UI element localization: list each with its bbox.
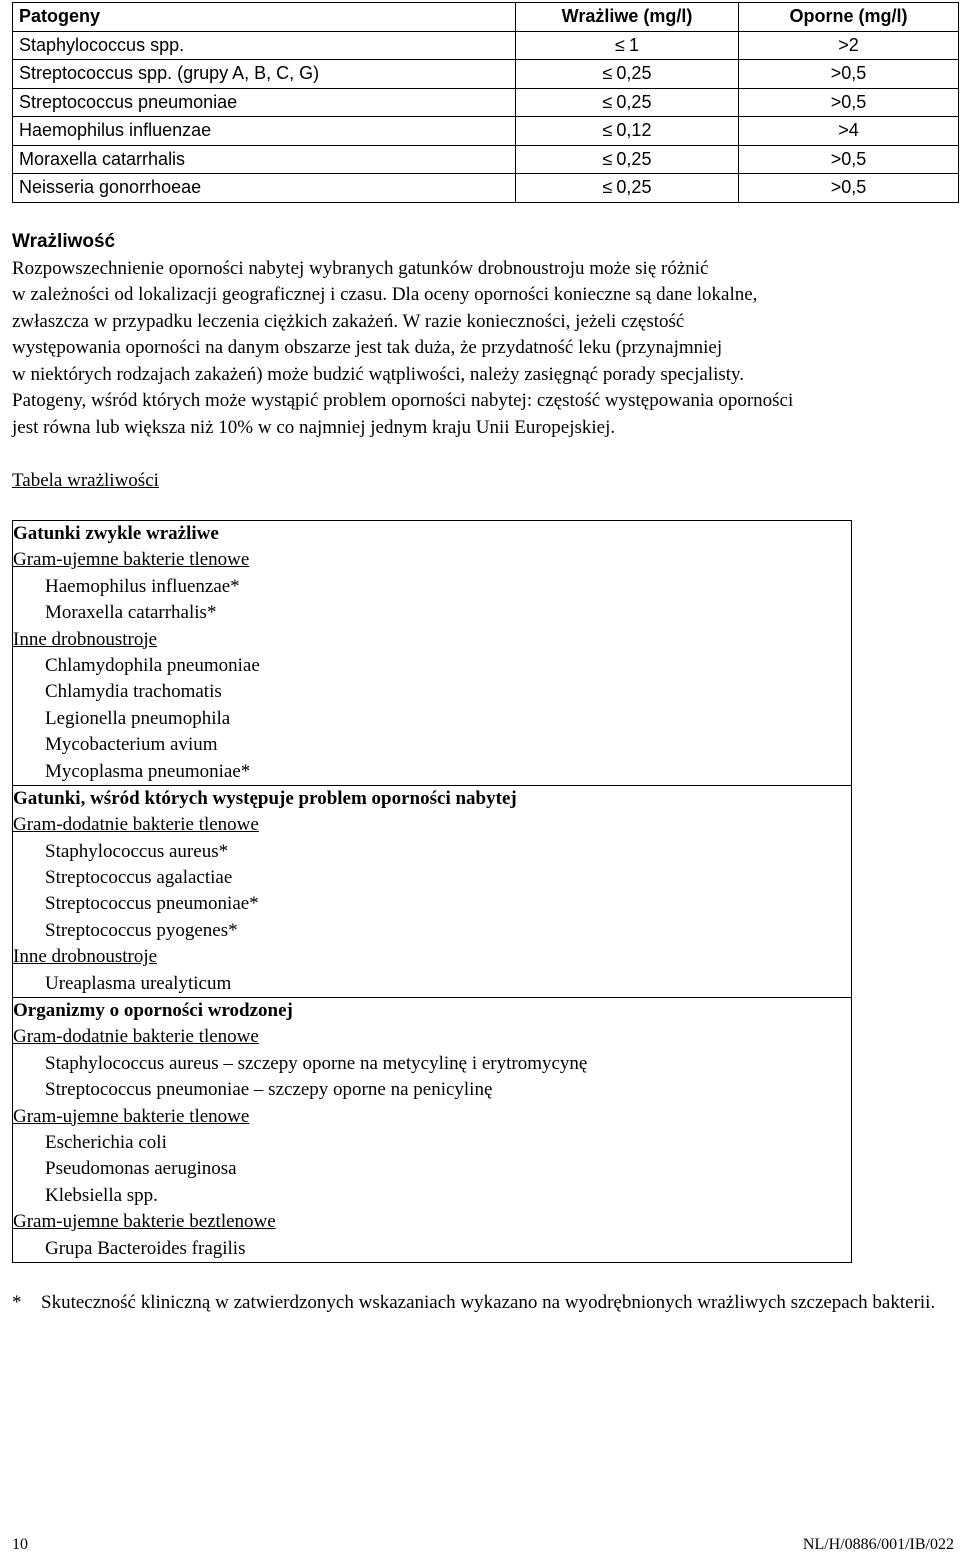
paragraph-line: w zależności od lokalizacji geograficznej i czasu. Dla oceny oporności konieczne są dane lokalne, (12, 284, 758, 305)
species-item (13, 1156, 851, 1182)
susceptible-cell (516, 117, 739, 146)
susceptible-value: 0,25 (616, 91, 652, 112)
row-text: Gram-ujemne bakterie tlenowe (13, 549, 250, 571)
group-heading (13, 1024, 851, 1050)
susceptible-value: 0,12 (616, 120, 652, 141)
footnote-marker: * (12, 1292, 22, 1313)
group-heading (13, 944, 851, 970)
row-text: Gram-ujemne bakterie tlenowe (13, 1105, 250, 1127)
species-item (13, 1051, 851, 1077)
resistant-cell: >2 (739, 31, 959, 60)
row-text: Inne drobnoustroje (13, 628, 158, 650)
group-heading (13, 627, 851, 653)
row-text: Gram-dodatnie bakterie tlenowe (13, 814, 259, 836)
species-item (13, 759, 851, 785)
row-text: Gatunki zwykle wrażliwe (13, 523, 219, 544)
resistant-cell: >0,5 (739, 174, 959, 203)
group-heading (13, 1209, 851, 1235)
susceptibility-section (12, 229, 957, 441)
pathogen-cell: Staphylococcus spp. (13, 31, 516, 60)
less-or-equal-symbol: ≤ (602, 63, 613, 84)
paragraph-line: jest równa lub większa niż 10% w co najmniej jednym kraju Unii Europejskiej. (12, 416, 616, 438)
row-text: Legionella pneumophila (45, 707, 231, 729)
document-code: NL/H/0886/001/IB/022 (802, 1536, 954, 1553)
paragraph-line: w niektórych rodzajach zakażeń) może budzić wątpliwości, należy zasięgnąć porady specjalisty. (12, 363, 745, 385)
species-item (13, 706, 851, 732)
mic-row (13, 31, 959, 60)
row-text: Inne drobnoustroje (13, 946, 158, 968)
susceptible-cell (516, 174, 739, 203)
row-text: Streptococcus pyogenes* (45, 919, 238, 941)
row-text: Moraxella catarrhalis* (45, 602, 217, 624)
resistant-cell: >4 (739, 117, 959, 146)
susceptible-value: 1 (628, 34, 639, 55)
paragraph-line: Rozpowszechnienie oporności nabytej wybranych gatunków drobnoustroju może się różnić (12, 257, 709, 279)
species-item (13, 653, 851, 679)
less-or-equal-symbol: ≤ (602, 177, 613, 198)
row-text: Streptococcus pneumoniae* (45, 893, 259, 915)
row-text: Klebsiella spp. (45, 1184, 158, 1206)
pathogen-cell: Neisseria gonorrhoeae (13, 174, 516, 203)
less-or-equal-symbol: ≤ (602, 91, 613, 112)
susceptible-value: 0,25 (616, 148, 652, 169)
group-heading (13, 812, 851, 838)
species-item (13, 971, 851, 997)
species-table (12, 520, 852, 1263)
row-text: Grupa Bacteroides fragilis (45, 1237, 246, 1259)
species-item (13, 1236, 851, 1262)
mic-row (13, 88, 959, 117)
pathogen-cell: Moraxella catarrhalis (13, 145, 516, 174)
row-text: Chlamydia trachomatis (45, 681, 222, 703)
mic-row (13, 60, 959, 89)
resistant-cell: >0,5 (739, 60, 959, 89)
species-item (13, 600, 851, 626)
species-item (13, 679, 851, 705)
less-or-equal-symbol: ≤ (615, 34, 625, 55)
row-text: Haemophilus influenzae* (45, 575, 240, 597)
susceptible-cell (516, 145, 739, 174)
susceptible-value: 0,25 (616, 63, 652, 84)
footnote (12, 1290, 952, 1317)
row-text: Streptococcus agalactiae (45, 867, 233, 889)
row-text: Streptococcus pneumoniae – szczepy oporne na penicylinę (45, 1079, 493, 1101)
pathogen-cell: Streptococcus pneumoniae (13, 88, 516, 117)
species-item (13, 1077, 851, 1103)
table-title: Tabela wrażliwości (12, 470, 159, 491)
row-text: Gram-ujemne bakterie beztlenowe (13, 1211, 276, 1233)
mic-breakpoints-table (12, 2, 959, 203)
pathogen-cell: Streptococcus spp. (grupy A, B, C, G) (13, 60, 516, 89)
row-text: Mycoplasma pneumoniae* (45, 760, 251, 782)
mic-row (13, 117, 959, 146)
header-resistant: Oporne (mg/l) (739, 3, 959, 32)
row-text: Gatunki, wśród których występuje problem oporności nabytej (13, 787, 517, 809)
less-or-equal-symbol: ≤ (602, 120, 613, 141)
species-item (13, 732, 851, 758)
susceptibility-heading: Wrażliwość (12, 231, 116, 252)
species-item (13, 891, 851, 917)
susceptible-cell (516, 60, 739, 89)
footnote-text: Skuteczność kliniczną w zatwierdzonych wskazaniach wykazano na wyodrębnionych wrażliwych szczepach bakterii. (41, 1292, 936, 1313)
category-heading (13, 997, 851, 1024)
susceptible-cell (516, 88, 739, 117)
header-pathogens: Patogeny (13, 3, 516, 32)
group-heading (13, 1104, 851, 1130)
resistant-cell: >0,5 (739, 88, 959, 117)
species-item (13, 1183, 851, 1209)
species-item (13, 574, 851, 600)
row-text: Gram-dodatnie bakterie tlenowe (13, 1026, 259, 1048)
paragraph-line: występowania oporności na danym obszarze jest tak duża, że przydatność leku (przynajmniej (12, 337, 723, 358)
species-item (13, 918, 851, 944)
row-text: Staphylococcus aureus* (45, 840, 229, 862)
resistant-cell: >0,5 (739, 145, 959, 174)
page-number: 10 (12, 1536, 28, 1553)
susceptible-cell (516, 31, 739, 60)
mic-header-row (13, 3, 959, 32)
row-text: Escherichia coli (45, 1131, 167, 1153)
susceptible-value: 0,25 (616, 177, 652, 198)
pathogen-cell: Haemophilus influenzae (13, 117, 516, 146)
row-text: Mycobacterium avium (45, 734, 218, 756)
species-item (13, 839, 851, 865)
category-heading (13, 785, 851, 812)
paragraph-line: zwłaszcza w przypadku leczenia ciężkich zakażeń. W razie konieczności, jeżeli częstość (12, 310, 685, 332)
row-text: Staphylococcus aureus – szczepy oporne na metycylinę i erytromycynę (45, 1052, 588, 1074)
row-text: Organizmy o oporności wrodzonej (13, 1000, 293, 1022)
species-item (13, 865, 851, 891)
mic-row (13, 174, 959, 203)
paragraph-line: Patogeny, wśród których może wystąpić problem oporności nabytej: częstość występowania oporności (12, 390, 794, 411)
header-susceptible: Wrażliwe (mg/l) (516, 3, 739, 32)
mic-row (13, 145, 959, 174)
less-or-equal-symbol: ≤ (602, 148, 613, 169)
susceptibility-paragraph (12, 256, 957, 442)
row-text: Pseudomonas aeruginosa (45, 1158, 237, 1180)
category-heading (13, 521, 851, 547)
row-text: Ureaplasma urealyticum (45, 972, 232, 994)
row-text: Chlamydophila pneumoniae (45, 654, 260, 676)
group-heading (13, 547, 851, 573)
species-item (13, 1130, 851, 1156)
